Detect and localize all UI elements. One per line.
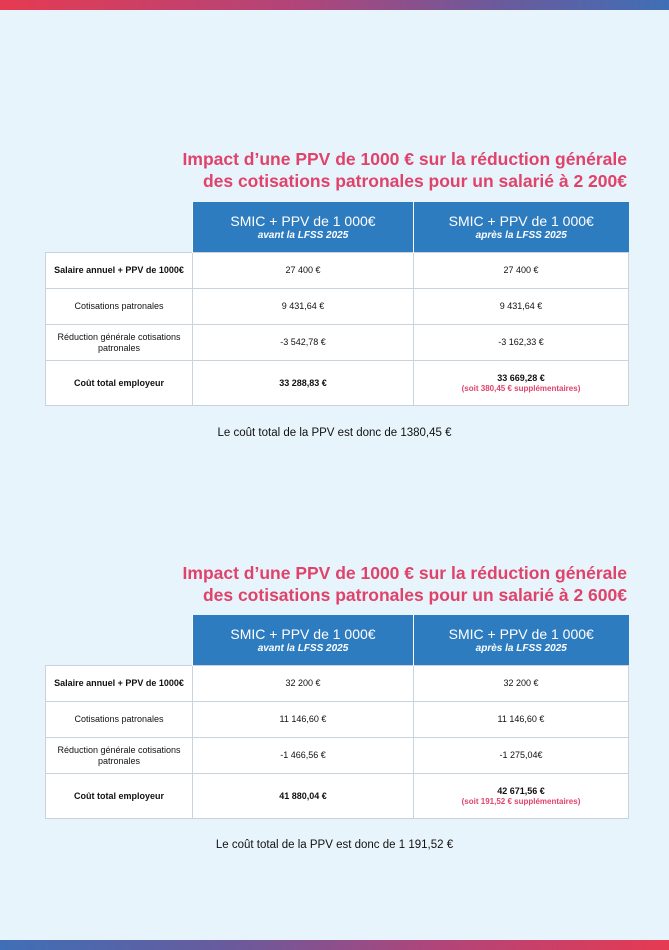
value-after: 42 671,56 € bbox=[497, 785, 545, 796]
value-before: 41 880,04 € bbox=[193, 774, 414, 819]
extra-cost-note: (soit 380,45 € supplémentaires) bbox=[461, 383, 581, 393]
table-row-total bbox=[46, 361, 629, 406]
table-row bbox=[46, 325, 629, 361]
value-after-cell bbox=[414, 361, 629, 406]
value-after: 32 200 € bbox=[414, 666, 629, 702]
value-after: 33 669,28 € bbox=[497, 372, 545, 383]
section-title-line1: Impact d’une PPV de 1000 € sur la réduction générale bbox=[182, 563, 627, 583]
value-after: 11 146,60 € bbox=[414, 702, 629, 738]
value-after-cell bbox=[414, 774, 629, 819]
section-title bbox=[183, 148, 627, 192]
column-header-subtitle: avant la LFSS 2025 bbox=[257, 642, 349, 654]
section-title-line2: des cotisations patronales pour un salarié à 2 600€ bbox=[202, 585, 627, 605]
column-header-title: SMIC + PPV de 1 000€ bbox=[230, 625, 376, 642]
table-row bbox=[46, 253, 629, 289]
row-label: Cotisations patronales bbox=[46, 702, 193, 738]
row-label: Salaire annuel + PPV de 1000€ bbox=[46, 253, 193, 289]
column-header-subtitle: avant la LFSS 2025 bbox=[257, 229, 349, 241]
table-row bbox=[46, 666, 629, 702]
top-gradient-bar bbox=[0, 0, 669, 10]
value-after: -3 162,33 € bbox=[414, 325, 629, 361]
column-header-after bbox=[414, 615, 629, 666]
value-before: 11 146,60 € bbox=[193, 702, 414, 738]
column-header-title: SMIC + PPV de 1 000€ bbox=[230, 212, 376, 229]
value-before: 33 288,83 € bbox=[193, 361, 414, 406]
row-label: Coût total employeur bbox=[46, 774, 193, 819]
table-row bbox=[46, 738, 629, 774]
table-row bbox=[46, 702, 629, 738]
table-row bbox=[46, 289, 629, 325]
column-header-after bbox=[414, 202, 629, 253]
row-label: Salaire annuel + PPV de 1000€ bbox=[46, 666, 193, 702]
summary-text: Le coût total de la PPV est donc de 1 191,52 € bbox=[215, 839, 454, 851]
column-header-subtitle: après la LFSS 2025 bbox=[475, 642, 567, 654]
column-header-before bbox=[193, 615, 414, 666]
row-label: Coût total employeur bbox=[46, 361, 193, 406]
column-header-subtitle: après la LFSS 2025 bbox=[475, 229, 567, 241]
bottom-gradient-bar bbox=[0, 940, 669, 950]
value-before: 32 200 € bbox=[193, 666, 414, 702]
row-label: Réduction générale cotisations patronales bbox=[46, 738, 193, 774]
comparison-table bbox=[45, 202, 629, 406]
section-title-line1: Impact d’une PPV de 1000 € sur la réduction générale bbox=[182, 149, 627, 169]
row-label: Réduction générale cotisations patronales bbox=[46, 325, 193, 361]
column-header-title: SMIC + PPV de 1 000€ bbox=[448, 625, 594, 642]
table-corner bbox=[46, 202, 193, 253]
value-before: 27 400 € bbox=[193, 253, 414, 289]
value-before: -1 466,56 € bbox=[193, 738, 414, 774]
section-title-line2: des cotisations patronales pour un salarié à 2 200€ bbox=[202, 171, 627, 191]
column-header-title: SMIC + PPV de 1 000€ bbox=[448, 212, 594, 229]
value-after: 9 431,64 € bbox=[414, 289, 629, 325]
summary-text: Le coût total de la PPV est donc de 1380,45 € bbox=[217, 427, 452, 439]
table-corner bbox=[46, 615, 193, 666]
value-after: 27 400 € bbox=[414, 253, 629, 289]
column-header-before bbox=[193, 202, 414, 253]
comparison-table bbox=[45, 615, 629, 819]
table-row-total bbox=[46, 774, 629, 819]
value-before: -3 542,78 € bbox=[193, 325, 414, 361]
value-before: 9 431,64 € bbox=[193, 289, 414, 325]
extra-cost-note: (soit 191,52 € supplémentaires) bbox=[461, 796, 581, 806]
row-label: Cotisations patronales bbox=[46, 289, 193, 325]
value-after: -1 275,04€ bbox=[414, 738, 629, 774]
section-title bbox=[183, 562, 627, 606]
